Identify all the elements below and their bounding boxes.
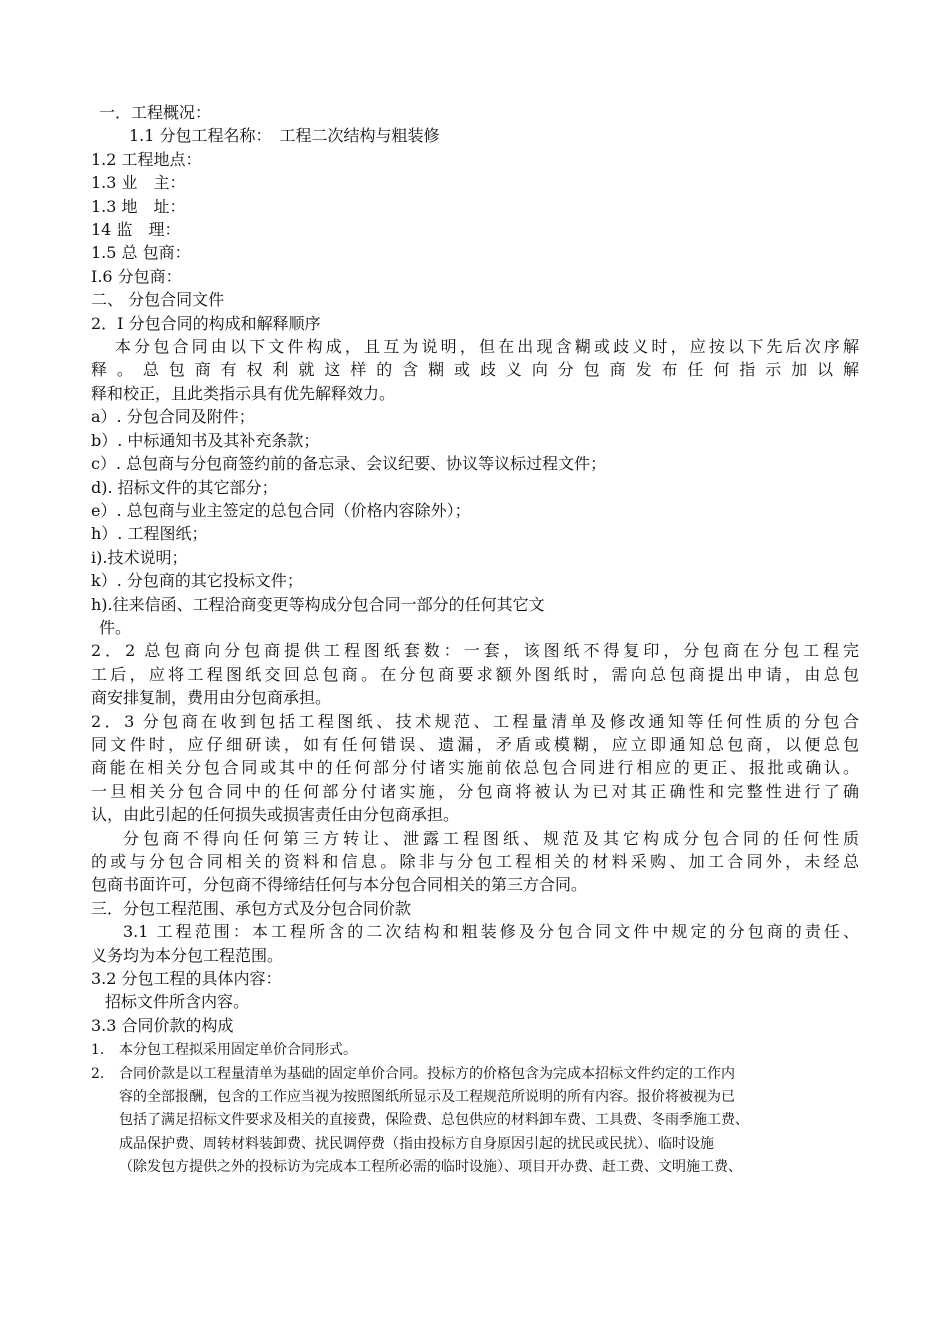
list-item-text: 包括了满足招标文件要求及相关的直接费，保险费、总包供应的材料卸车费、工具费、冬雨季施工费、	[119, 1112, 749, 1129]
text-line: 同文件时，应仔细研读，如有任何错误、遗漏，矛盾或模糊，应立即通知总包商，以便总包	[91, 734, 859, 754]
list-item-text: 容的全部报酬，包含的工作应当视为按照图纸所显示及工程规范所说明的所有内容。报价将被视为已	[119, 1089, 735, 1106]
text-line: d). 招标文件的其它部分；	[91, 477, 278, 497]
text-line: 义务均为本分包工程范围。	[91, 945, 284, 965]
text-line: 的或与分包合同相关的资料和信息。除非与分包工程相关的材料采购、加工合同外，未经总	[91, 852, 859, 871]
text-line: 一旦相关分包合同中的任何部分付诸实施，分包商将被认为已对其正确性和完整性进行了确	[91, 781, 859, 801]
text-line: e）. 总包商与业主签定的总包合同（价格内容除外）；	[91, 500, 471, 520]
text-line: h).往来信函、工程洽商变更等构成分包合同一部分的任何其它文	[91, 594, 545, 614]
text-line: 商安排复制，费用由分包商承担。	[91, 688, 332, 708]
text-line: 一．工程概况：	[99, 103, 212, 122]
list-item	[91, 1063, 859, 1180]
text-line: 1.5 总 包商：	[91, 243, 191, 263]
text-line: 件。	[99, 617, 132, 637]
text-line: 3.3 合同价款的构成	[91, 1015, 234, 1035]
list-item	[91, 1039, 859, 1062]
text-line: a）. 分包合同及附件；	[91, 407, 255, 427]
text-lines	[91, 101, 859, 1037]
text-line: c）. 总包商与分包商签约前的备忘录、会议纪要、协议等议标过程文件；	[91, 454, 607, 474]
text-line: 二、 分包合同文件	[91, 290, 225, 310]
text-line: 招标文件所含内容。	[105, 992, 250, 1012]
list-item-text: 成品保护费、周转材料装卸费、扰民调停费（指由投标方自身原因引起的扰民或民扰）、临时设施	[119, 1135, 714, 1152]
text-line: 包商书面许可，分包商不得缔结任何与本分包合同相关的第三方合同。	[91, 875, 588, 895]
text-line: 1.1 分包工程名称： 工程二次结构与粗装修	[129, 126, 440, 146]
text-line: 1.2 工程地点：	[91, 149, 202, 169]
text-line: 3.1 工程范围：本工程所含的二次结构和粗装修及分包合同文件中规定的分包商的责任、	[123, 922, 859, 942]
list-number: 1.	[91, 1042, 105, 1059]
text-line: 释。总包商有权利就这样的含糊或歧义向分包商发布任何指示加以解	[91, 360, 859, 380]
text-line: 2．2 总包商向分包商提供工程图纸套数：一套，该图纸不得复印，分包商在分包工程完	[91, 641, 859, 661]
list-item-text: 本分包工程拟采用固定单价合同形式。	[119, 1042, 357, 1059]
text-line: 释和校正，且此类指示具有优先解释效力。	[91, 383, 396, 403]
text-line: i).技术说明；	[91, 547, 188, 567]
text-line: 2．3 分包商在收到包括工程图纸、技术规范、工程量清单及修改通知等任何性质的分包合	[91, 711, 859, 731]
document-body	[91, 101, 859, 1180]
text-line: 3.2 分包工程的具体内容：	[91, 969, 282, 989]
text-line: 商能在相关分包合同或其中的任何部分付诸实施前依总包合同进行相应的更正、报批或确认。	[91, 758, 859, 778]
text-line: 1.3 业 主：	[91, 173, 186, 193]
text-line: 分包商不得向任何第三方转让、泄露工程图纸、规范及其它构成分包合同的任何性质	[123, 828, 859, 848]
list-item-text: 合同价款是以工程量清单为基础的固定单价合同。投标方的价格包含为完成本招标文件约定的工作内	[119, 1065, 735, 1082]
text-line: 2．I 分包合同的构成和解释顺序	[91, 313, 321, 333]
list-item-text: （除发包方提供之外的投标访为完成本工程所必需的临时设施）、项目开办费、赶工费、文明施工费、	[119, 1159, 742, 1176]
list-number: 2.	[91, 1065, 105, 1082]
numbered-list	[91, 1039, 859, 1179]
text-line: 工后，应将工程图纸交回总包商。在分包商要求额外图纸时，需向总包商提出申请，由总包	[91, 664, 859, 684]
text-line: k）. 分包商的其它投标文件；	[91, 571, 303, 591]
text-line: h）. 工程图纸；	[91, 524, 208, 544]
text-line: 14 监 理：	[91, 220, 181, 240]
text-line: 1.3 地 址：	[91, 196, 186, 216]
text-line: b）. 中标通知书及其补充条款；	[91, 430, 320, 450]
text-line: 认，由此引起的任何损失或损害责任由分包商承担。	[91, 805, 460, 825]
text-line: 三．分包工程范围、承包方式及分包合同价款	[91, 898, 412, 918]
text-line: 本分包合同由以下文件构成，且互为说明，但在出现含糊或歧义时，应按以下先后次序解	[115, 337, 859, 357]
text-line: I.6 分包商：	[91, 266, 182, 286]
